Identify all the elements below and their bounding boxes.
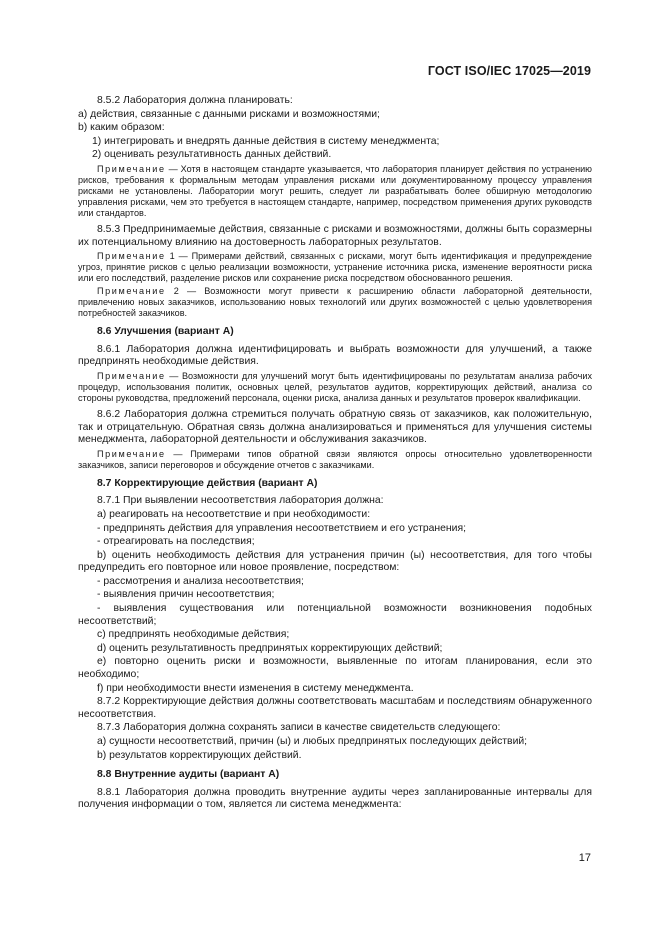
body-paragraph: f) при необходимости внести изменения в систему менеджмента. — [97, 682, 414, 694]
body-paragraph: 8.6.1 Лаборатория должна идентифицировать и выбрать возможности для улучшений, а также предпринять необходимые действия. — [78, 343, 592, 368]
body-paragraph: 8.6.2 Лаборатория должна стремиться получать обратную связь от заказчиков, как положительную, так и отрицательную. Обратная связь должна анализироваться и применяться для улучшения системы менеджмента, лабораторной деятельности и обслуживания заказчиков. — [78, 408, 592, 446]
note-label: Примечание — [97, 286, 166, 297]
note-text: — Хотя в настоящем стандарте указывается, что лаборатория планирует действия по устранению рисков, требования к формальным методам управления рисками или документированному процессу управления рисками не установлены. Лаборатории могут решить, следует ли разрабатывать более обширную методологию управления рисками, чем это требуется в настоящем стандарте, например, посредством применения других руководств или стандартов. — [78, 163, 592, 218]
note-paragraph — [78, 286, 592, 319]
note-label: Примечание — [97, 370, 166, 381]
note-label: Примечание — [97, 251, 166, 262]
note-paragraph — [78, 449, 592, 471]
note-text: 2 — Возможности могут привести к расширению области лабораторной деятельности, привлечению новых заказчиков, использованию новых технологий или других возможностей с целью удовлетворения потребностей заказчиков. — [78, 286, 592, 319]
note-text: — Возможности для улучшений могут быть идентифицированы по результатам анализа рабочих процедур, использования политик, основных целей, результатов аудитов, корректирующих действий, анализа со стороны руководства, предложений персонала, оценки риска, анализа данных и результатов проверок квалификации. — [78, 370, 592, 403]
section-heading: 8.8 Внутренние аудиты (вариант А) — [97, 769, 280, 781]
body-paragraph: a) реагировать на несоответствие и при необходимости: — [97, 508, 371, 520]
body-paragraph: - выявления причин несоответствия; — [97, 589, 275, 601]
page-number: 17 — [578, 852, 591, 864]
body-paragraph: - предпринять действия для управления несоответствием и его устранения; — [97, 522, 466, 534]
body-paragraph: e) повторно оценить риски и возможности, выявленные по итогам планирования, если это необходимо; — [78, 656, 592, 681]
body-paragraph: 8.5.2 Лаборатория должна планировать: — [97, 95, 293, 106]
body-paragraph: a) действия, связанные с данными рисками и возможностями; — [78, 108, 380, 120]
note-paragraph — [78, 251, 592, 284]
section-heading: 8.7 Корректирующие действия (вариант А) — [97, 477, 318, 489]
body-paragraph: 8.5.3 Предпринимаемые действия, связанные с рисками и возможностями, должны быть соразмерны их потенциальному влиянию на достоверность лабораторных результатов. — [78, 223, 592, 248]
body-paragraph: d) оценить результативность предпринятых корректирующих действий; — [97, 642, 443, 654]
body-paragraph: - выявления существования или потенциальной возможности возникновения подобных несоответствий; — [78, 603, 592, 627]
body-paragraph: a) сущности несоответствий, причин (ы) и любых предпринятых последующих действий; — [97, 736, 528, 747]
body-paragraph: 8.7.1 При выявлении несоответствия лаборатория должна: — [97, 495, 384, 507]
body-paragraph: b) оценить необходимость действия для устранения причин (ы) несоответствия, для того чтобы предупредить его повторное или новое проявление, посредством: — [78, 549, 592, 574]
note-label: Примечание — [97, 163, 166, 174]
body-paragraph: c) предпринять необходимые действия; — [97, 629, 290, 641]
note-paragraph — [78, 164, 592, 219]
note-paragraph — [78, 371, 592, 404]
note-text: 1 — Примерами действий, связанных с рисками, могут быть идентификация и предупреждение угроз, принятие рисков с целью реализации возможности, устранение источника риска, изменение вероятности риска или его последствий, разделение рисков или сохранение риска посредством обоснованного решения. — [78, 251, 592, 284]
body-paragraph: 8.7.2 Корректирующие действия должны соответствовать масштабам и последствиям обнаруженного несоответствия. — [78, 696, 592, 720]
body-paragraph: 1) интегрировать и внедрять данные действия в систему менеджмента; — [92, 135, 440, 147]
body-paragraph: b) результатов корректирующих действий. — [97, 749, 302, 761]
body-paragraph: 2) оценивать результативность данных действий. — [92, 149, 332, 161]
body-paragraph: 8.8.1 Лаборатория должна проводить внутренние аудиты через запланированные интервалы для получения информации о том, является ли система менеджмента: — [78, 786, 592, 811]
body-paragraph: - рассмотрения и анализа несоответствия; — [97, 575, 304, 587]
body-paragraph: b) каким образом: — [78, 122, 165, 134]
document-header: ГОСТ ISO/IEC 17025—2019 — [427, 64, 591, 78]
note-text: — Примерами типов обратной связи являются опросы относительно удовлетворенности заказчиков, записи переговоров и обсуждение отчетов с заказчиками. — [78, 448, 592, 470]
body-paragraph: 8.7.3 Лаборатория должна сохранять записи в качестве свидетельств следующего: — [97, 722, 501, 734]
section-heading: 8.6 Улучшения (вариант А) — [97, 326, 234, 338]
document-body — [78, 95, 592, 813]
body-paragraph: - отреагировать на последствия; — [97, 536, 255, 548]
note-label: Примечание — [97, 448, 166, 459]
